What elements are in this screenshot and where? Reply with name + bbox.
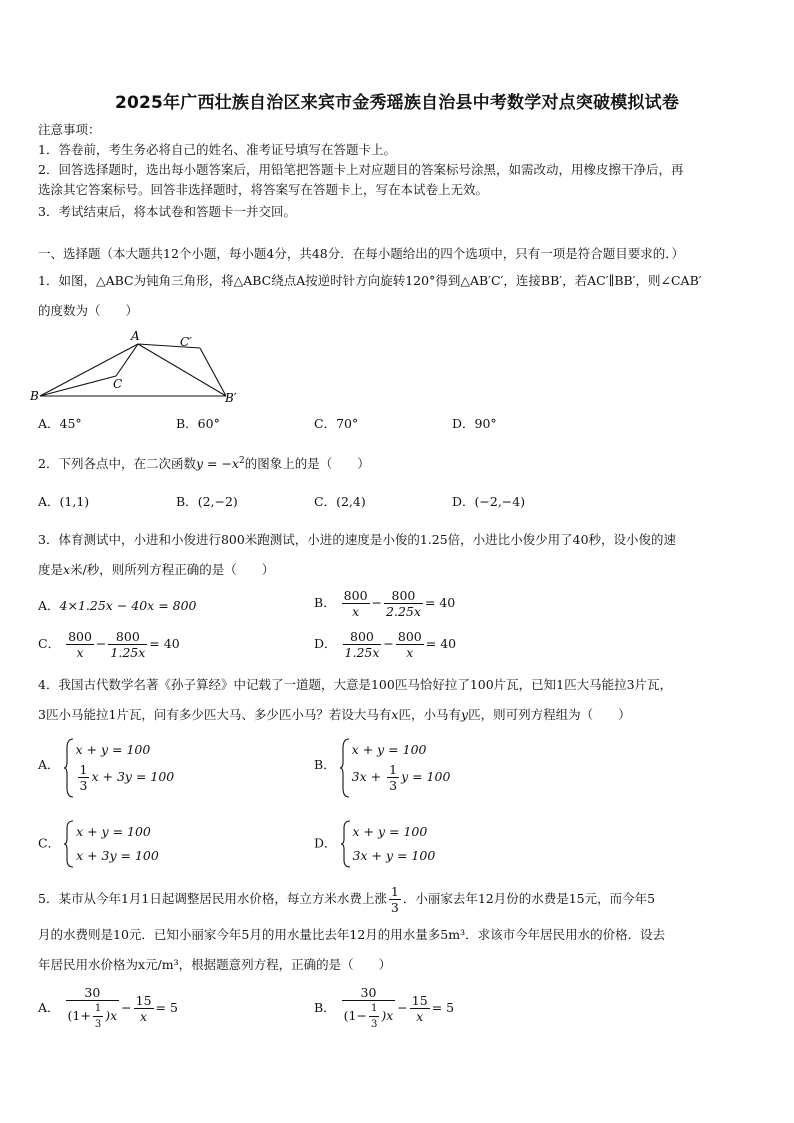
q4-option-b[interactable]: B． x + y = 100 3x + $\frac{1}{3}$ y = 100 [314,738,450,793]
q3-option-a[interactable]: A．4×1.25x − 40x = 800 [38,598,197,613]
q2-option-c[interactable]: C．(2,4) [314,494,366,509]
q3-stem-cont: 度是x米/秒，则所列方程正确的是（ ） [38,562,275,577]
q1-option-c[interactable]: C．70° [314,416,359,431]
q1-stem: 1．如图，△ABC为钝角三角形，将△ABC绕点A按逆时针方向旋转120°得到△AB′C′，连接BB′，若AC′∥BB′，则∠CAB′ [38,273,702,288]
section-heading: 一、选择题（本大题共12个小题，每小题4分，共48分．在每小题给出的四个选项中，只有一项是符合题目要求的．） [38,246,685,261]
q5-stem-cont-2: 年居民用水价格为x元/m³，根据题意列方程，正确的是（ ） [38,957,392,972]
q5-stem: 5．某市从今年1月1日起调整居民用水价格，每立方米水费上涨 $\frac{1}{3}$ ．小丽家去年12月份的水费是15元，而今年5 [38,884,656,915]
label-B: B [30,389,39,403]
q2-stem: 2．下列各点中，在二次函数$y = -x^2$的图象上的是（ ） [38,456,370,472]
label-B-prime: B′ [225,391,237,405]
q2-option-d[interactable]: D．(−2,−4) [452,494,526,509]
q4-option-c[interactable]: C． x + y = 100 x + 3y = 100 [38,820,159,868]
q2-option-a[interactable]: A．(1,1) [38,494,90,509]
q5-option-a[interactable]: A． 30 (1+ $\frac{1}{3}$ )x − $\frac{15}{x}$ = 5 [38,985,178,1030]
q1-stem-cont: 的度数为（ ） [38,303,139,318]
q3-option-c[interactable]: C． $\frac{800}{x}$ − $\frac{800}{1.25x}$ = 40 [38,629,180,660]
notice-item-2: 2．回答选择题时，选出每小题答案后，用铅笔把答题卡上对应题目的答案标号涂黑，如需改动，用橡皮擦干净后，再 [38,162,684,177]
label-C: C [113,377,123,391]
q2-option-b[interactable]: B．(2,−2) [176,494,238,509]
q1-option-b[interactable]: B．60° [176,416,220,431]
q4-stem-cont: 3匹小马能拉1片瓦，问有多少匹大马、多少匹小马？若设大马有x匹，小马有y匹，则可列方程组为（ ） [38,707,631,722]
brace-icon [64,738,74,798]
notice-heading: 注意事项： [38,122,101,137]
label-A: A [131,329,140,343]
q4-option-d[interactable]: D． x + y = 100 3x + y = 100 [314,820,435,868]
q5-stem-cont: 月的水费则是10元．已知小丽家今年5月的用水量比去年12月的用水量多5m³．求该市今年居民用水的价格．设去 [38,927,666,942]
q1-option-d[interactable]: D．90° [452,416,497,431]
notice-item-2-cont: 选涂其它答案标号。回答非选择题时，将答案写在答题卡上，写在本试卷上无效。 [38,182,489,197]
brace-icon [341,820,351,868]
q1-figure [30,326,250,408]
q4-stem: 4．我国古代数学名著《孙子算经》中记载了一道题，大意是100匹马恰好拉了100片瓦，已知1匹大马能拉3片瓦， [38,677,673,692]
notice-item-3: 3．考试结束后，将本试卷和答题卡一并交回。 [38,204,296,219]
notice-item-1: 1．答卷前，考生务必将自己的姓名、准考证号填写在答题卡上。 [38,142,396,157]
q3-option-d[interactable]: D． $\frac{800}{1.25x}$ − $\frac{800}{x}$ = 40 [314,629,457,660]
page-title: 2025年广西壮族自治区来宾市金秀瑶族自治县中考数学对点突破模拟试卷 [114,93,680,113]
brace-icon [64,820,74,868]
q3-stem: 3．体育测试中，小进和小俊进行800米跑测试，小进的速度是小俊的1.25倍，小进比小俊少用了40秒，设小俊的速 [38,532,677,547]
q4-option-a[interactable]: A． x + y = 100 $\frac{1}{3}$ x + 3y = 100 [38,738,174,793]
q5-option-b[interactable]: B． 30 (1− $\frac{1}{3}$ )x − $\frac{15}{x}$ = 5 [314,985,455,1030]
brace-icon [340,738,350,798]
q3-option-b[interactable]: B． $\frac{800}{x}$ − $\frac{800}{2.25x}$ = 40 [314,588,456,619]
label-C-prime: C′ [180,335,192,349]
q2-function: y = −x [195,456,239,472]
q1-option-a[interactable]: A．45° [38,416,82,431]
